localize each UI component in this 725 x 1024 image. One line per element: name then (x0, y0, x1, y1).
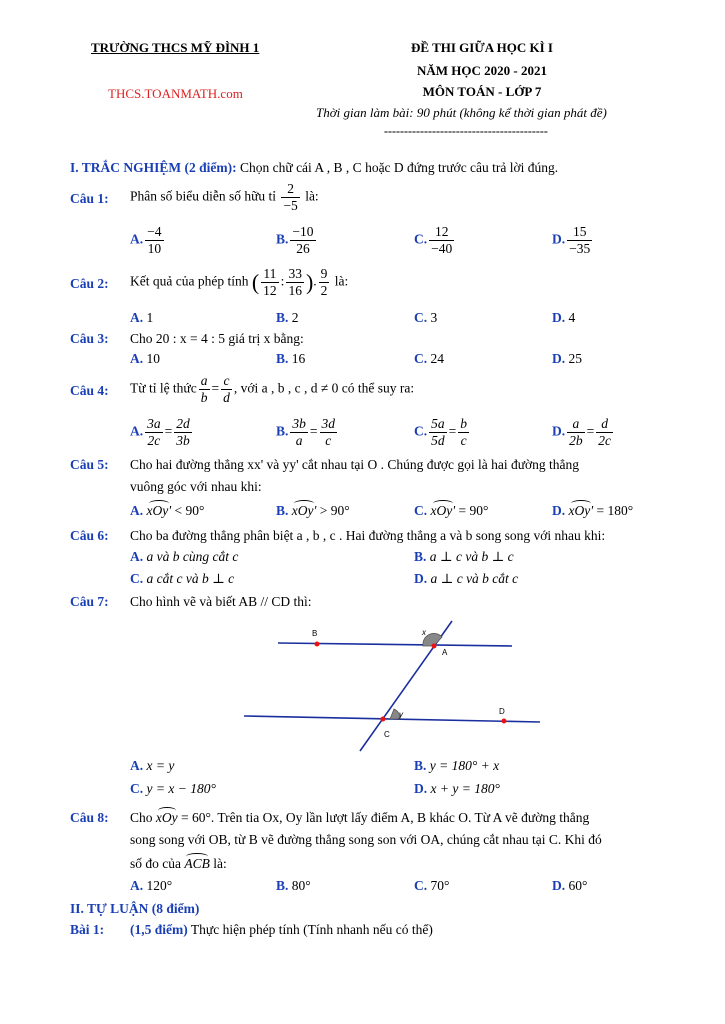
point-b (315, 642, 320, 647)
subject: MÔN TOÁN - LỚP 7 (422, 84, 542, 99)
bai1-label: Bài 1: (70, 922, 105, 937)
q2-label: Câu 2: (70, 276, 109, 291)
q1-stem (130, 181, 319, 214)
q8-line2: song song với OB, từ B vẽ đường thẳng song son với OA, chúng cắt nhau tại C. Khi đó (130, 832, 602, 847)
q4-stem: Từ tỉ lệ thức $\frac{a}{b}$ = $\frac{c}{d}$ , với a , b , c , d ≠ 0 có thể suy ra: (130, 373, 415, 405)
q4-option-c[interactable]: C. $\frac{5a}{5d}$ = $\frac{b}{c}$ (414, 416, 467, 448)
label-y: y (399, 710, 403, 719)
point-d (502, 719, 507, 724)
q8-label: Câu 8: (70, 810, 109, 825)
q3-option-c[interactable]: C. 24 (414, 351, 444, 366)
q3-option-d[interactable]: D. 25 (552, 351, 582, 366)
q6-label: Câu 6: (70, 528, 109, 543)
q8-option-a[interactable]: A. 120° (130, 878, 173, 893)
q1-option-c[interactable]: C. $\frac{12}{-40}$ (414, 224, 453, 256)
q5-option-b[interactable]: B. xOy' > 90° (276, 503, 350, 518)
label-b: B (312, 629, 318, 638)
section1-title: I. TRẮC NGHIỆM (2 điểm): (70, 160, 237, 175)
q3-stem: Cho 20 : x = 4 : 5 giá trị x bằng: (130, 331, 304, 346)
label-x: x (422, 628, 426, 637)
q6-option-c[interactable]: C. a cắt c và b ⊥ c (130, 571, 235, 586)
q7-option-d[interactable]: D. x + y = 180° (414, 781, 500, 796)
q3-option-a[interactable]: A. 10 (130, 351, 160, 366)
label-a: A (442, 648, 448, 657)
q1-label: Câu 1: (70, 191, 109, 206)
school-name: TRƯỜNG THCS MỸ ĐÌNH 1 (91, 40, 260, 55)
q6-option-b[interactable]: B. a ⊥ c và b ⊥ c (414, 549, 514, 564)
q8-option-d[interactable]: D. 60° (552, 878, 588, 893)
q7-option-b[interactable]: B. y = 180° + x (414, 758, 500, 773)
q8-line1: Cho xOy = 60°. Trên tia Ox, Oy lần lượt lấy điểm A, B khác O. Từ A vẽ đường thẳng (130, 810, 590, 825)
q5-option-a[interactable]: A. xOy' < 90° (130, 503, 205, 518)
q7-option-a[interactable]: A. x = y (130, 758, 175, 773)
q1-option-b[interactable]: B. $\frac{-10}{26}$ (276, 224, 314, 256)
q1-option-d[interactable]: D. $\frac{15}{-35}$ (552, 224, 591, 256)
q2-option-c[interactable]: C. 3 (414, 310, 438, 325)
q7-option-c[interactable]: C. y = x − 180° (130, 781, 216, 796)
q1-option-a[interactable]: A. $\frac{-4}{10}$ (130, 224, 162, 256)
q3-label: Câu 3: (70, 331, 109, 346)
q4-label: Câu 4: (70, 383, 109, 398)
duration: Thời gian làm bài: 90 phút (không kể thời gian phát đề) (316, 105, 607, 120)
q6-option-a[interactable]: A. a và b cùng cắt c (130, 549, 239, 564)
header-divider: ----------------------------------------- (384, 124, 548, 138)
q8-option-c[interactable]: C. 70° (414, 878, 450, 893)
section2-title: II. TỰ LUẬN (8 điểm) (70, 901, 200, 916)
q5-option-c[interactable]: C. xOy' = 90° (414, 503, 489, 518)
q7-figure (240, 615, 545, 755)
q8-line3: số đo của ACB là: (130, 856, 227, 871)
point-c (381, 717, 386, 722)
q3-option-b[interactable]: B. 16 (276, 351, 306, 366)
q7-stem: Cho hình vẽ và biết AB // CD thì: (130, 594, 312, 609)
exam-title: ĐỀ THI GIỮA HỌC KÌ I (411, 40, 553, 55)
q1-text-end: là: (305, 188, 319, 204)
label-c: C (384, 730, 390, 739)
label-d: D (499, 707, 505, 716)
school-year: NĂM HỌC 2020 - 2021 (417, 63, 547, 78)
q4-option-b[interactable]: B. $\frac{3b}{a}$ = $\frac{3d}{c}$ (276, 416, 336, 448)
q8-option-b[interactable]: B. 80° (276, 878, 311, 893)
q5-line2: vuông góc với nhau khi: (130, 479, 262, 494)
bai1-stem: (1,5 điểm) Thực hiện phép tính (Tính nhanh nếu có thể) (130, 922, 433, 937)
section1-heading (70, 160, 558, 176)
q2-option-b[interactable]: B. 2 (276, 310, 299, 325)
q2-stem: Kết quả của phép tính ( $\frac{11}{12}$ : $\frac{33}{16}$ ). $\frac{9}{2}$ là: (130, 266, 349, 298)
q7-label: Câu 7: (70, 594, 109, 609)
line-ab (278, 643, 512, 646)
q6-option-d[interactable]: D. a ⊥ c và b cắt c (414, 571, 519, 586)
website-label: THCS.TOANMATH.com (108, 86, 243, 101)
section1-instruction: Chọn chữ cái A , B , C hoặc D đứng trước câu trả lời đúng. (240, 160, 559, 175)
q2-option-d[interactable]: D. 4 (552, 310, 576, 325)
q5-line1: Cho hai đường thẳng xx' và yy' cắt nhau tại O . Chúng được gọi là hai đường thẳng (130, 457, 580, 472)
q4-option-a[interactable]: A. $\frac{3a}{2c}$ = $\frac{2d}{3b}$ (130, 416, 190, 448)
q4-option-d[interactable]: D. $\frac{a}{2b}$ = $\frac{d}{2c}$ (552, 416, 611, 448)
q5-label: Câu 5: (70, 457, 109, 472)
q1-text: Phân số biểu diễn số hữu tỉ (130, 188, 277, 204)
q6-stem: Cho ba đường thẳng phân biệt a , b , c . Hai đường thẳng a và b song song với nhau khi: (130, 528, 606, 543)
q2-option-a[interactable]: A. 1 (130, 310, 154, 325)
q5-option-d[interactable]: D. xOy' = 180° (552, 503, 634, 518)
point-a (432, 644, 437, 649)
q1-fraction: $\frac{2}{-5}$ (283, 181, 298, 213)
